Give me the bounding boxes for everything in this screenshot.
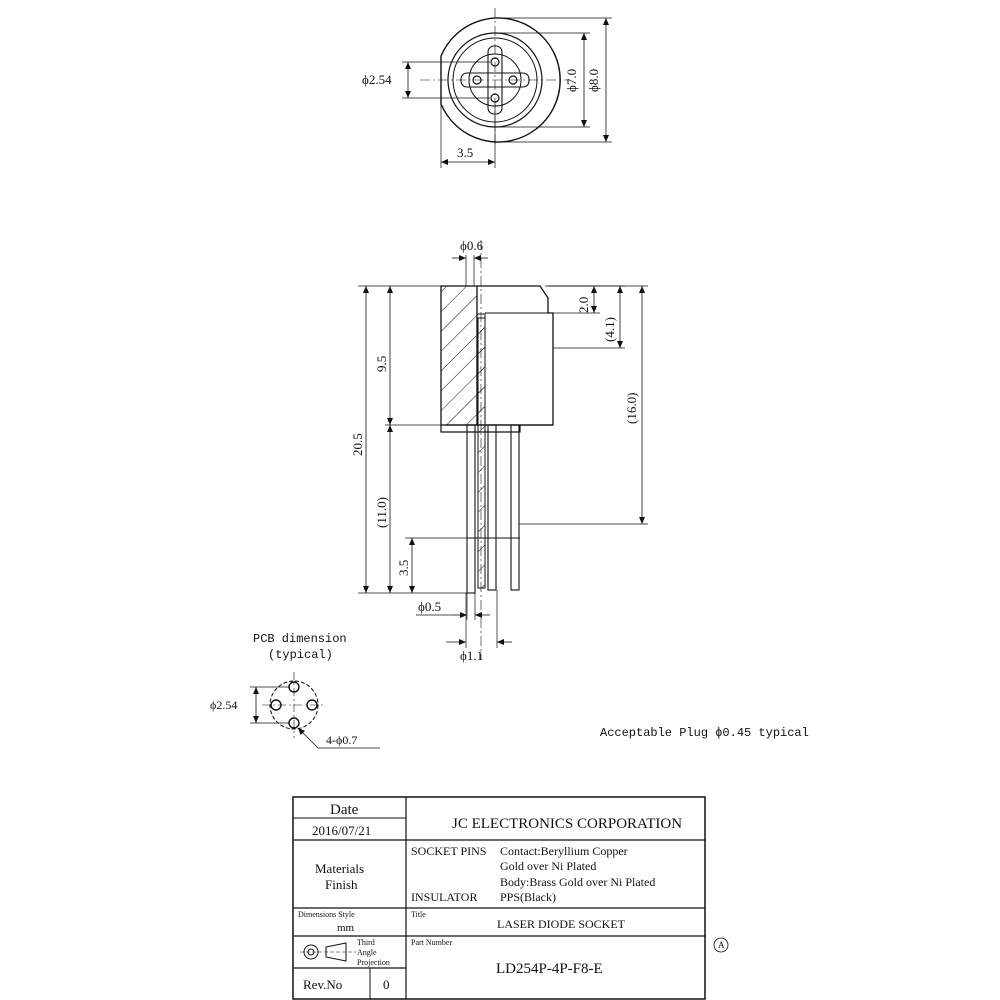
insulator-value: PPS(Black) <box>500 890 557 904</box>
dim-side-pin-tip: 3.5 <box>396 559 411 576</box>
part-number-value: LD254P-4P-F8-E <box>496 961 603 977</box>
dim-side-top-step: 2.0 <box>576 296 591 313</box>
title-value: LASER DIODE SOCKET <box>497 917 625 931</box>
dim-side-pin-top: ϕ0.6 <box>460 238 484 253</box>
projection-line-1: Third <box>357 938 375 947</box>
date-value: 2016/07/21 <box>312 823 372 838</box>
part-number-label: Part Number <box>411 938 453 947</box>
side-pin-left <box>467 425 475 593</box>
side-body-outline <box>477 286 553 425</box>
pcb-title: PCB dimension <box>253 632 347 646</box>
dim-top-outer: ϕ8.0 <box>586 68 601 92</box>
top-view <box>362 8 612 168</box>
side-pin-center <box>478 318 485 588</box>
body-line: Body:Brass Gold over Ni Plated <box>500 875 656 889</box>
svg-text:A: A <box>718 940 725 950</box>
plug-note: Acceptable Plug ϕ0.45 typical <box>600 726 809 740</box>
side-pin-mid <box>488 425 496 590</box>
dim-side-pins: (11.0) <box>374 497 389 528</box>
dim-top-inner: ϕ7.0 <box>564 68 579 92</box>
dim-side-pin-dia: ϕ0.5 <box>418 599 442 614</box>
dim-side-total-right: (16.0) <box>624 392 639 424</box>
company-name: JC ELECTRONICS CORPORATION <box>452 816 683 832</box>
dim-pcb-pitch: ϕ2.54 <box>210 698 238 712</box>
materials-label: Materials <box>315 861 365 876</box>
projection-line-3: Projection <box>357 958 390 967</box>
dim-side-recess: (4.1) <box>602 317 617 342</box>
dim-style-label: Dimensions Style <box>298 910 355 919</box>
projection-line-2: Angle <box>357 948 377 957</box>
contact-line-2: Gold over Ni Plated <box>500 859 597 873</box>
side-pin-right <box>511 425 519 590</box>
insulator-label: INSULATOR <box>411 890 478 904</box>
dim-top-width: 3.5 <box>457 145 474 160</box>
finish-label: Finish <box>325 877 358 892</box>
title-label: Title <box>411 910 426 919</box>
side-view <box>350 238 648 663</box>
socket-pins-label: SOCKET PINS <box>411 844 487 858</box>
pcb-subtitle: (typical) <box>268 648 333 662</box>
side-body-section <box>441 286 477 425</box>
date-label: Date <box>330 802 359 818</box>
revision-mark <box>714 938 728 952</box>
dim-top-pin-circle: ϕ2.54 <box>362 72 392 87</box>
pcb-footprint <box>210 632 380 748</box>
projection-symbol <box>300 943 356 961</box>
dim-style-value: mm <box>337 922 355 934</box>
rev-label: Rev.No <box>303 977 343 992</box>
contact-line-1: Contact:Beryllium Copper <box>500 844 628 858</box>
rev-value: 0 <box>383 977 390 992</box>
dim-side-total: 20.5 <box>350 433 365 456</box>
dim-side-shoulder: ϕ1.1 <box>460 648 484 663</box>
dim-side-body: 9.5 <box>374 355 389 372</box>
dim-pcb-hole: 4-ϕ0.7 <box>326 733 358 747</box>
title-block <box>293 797 705 999</box>
